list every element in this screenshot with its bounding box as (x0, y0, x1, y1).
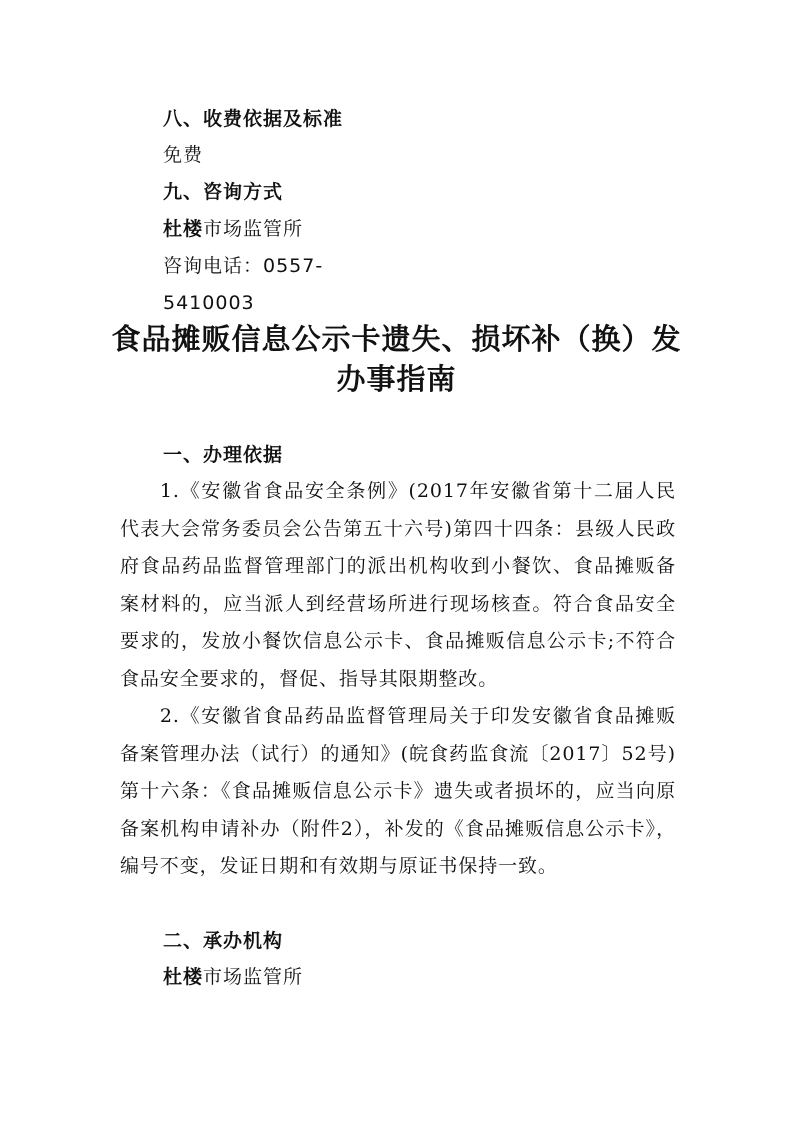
fee-section-heading: 八、收费依据及标准 (163, 108, 344, 130)
basis-paragraph-1: 1.《安徽省食品安全条例》(2017年安徽省第十二届人民代表大会常务委员会公告第五十六号)第四十四条：县级人民政府食品药品监督管理部门的派出机构收到小餐饮、食品摊贩备案材料的，应当派人到经营场所进行现场核查。符合食品安全要求的，发放小餐饮信息公示卡、食品摊贩信息公示卡;不符合食品安全要求的，督促、指导其限期整改。 (120, 480, 676, 690)
contact-phone-line2: 5410003 (163, 292, 255, 314)
contact-office-suffix: 市场监管所 (203, 218, 304, 240)
fee-section-value: 免费 (163, 144, 204, 166)
agency-office-prefix: 杜楼 (163, 966, 204, 988)
basis-paragraph-2: 2.《安徽省食品药品监督管理局关于印发安徽省食品摊贩备案管理办法（试行）的通知》(皖食药监食流〔2017〕52号)第十六条：《食品摊贩信息公示卡》遗失或者损坏的，应当向原备案机构申请补办（附件2），补发的《食品摊贩信息公示卡》，编号不变，发证日期和有效期与原证书保持一致。 (120, 705, 676, 877)
guide-title-line2: 办事指南 (336, 362, 457, 396)
contact-office-prefix: 杜楼 (163, 218, 204, 240)
basis-section-heading: 一、办理依据 (163, 444, 284, 466)
agency-section-heading: 二、承办机构 (163, 930, 284, 952)
guide-title-line1: 食品摊贩信息公示卡遗失、损坏补（换）发 (111, 322, 682, 356)
contact-section-heading: 九、咨询方式 (163, 181, 284, 203)
contact-office (163, 217, 303, 241)
contact-phone-line1: 咨询电话：0557- (163, 255, 324, 277)
agency-office-suffix: 市场监管所 (203, 966, 304, 988)
agency-office (163, 965, 303, 989)
